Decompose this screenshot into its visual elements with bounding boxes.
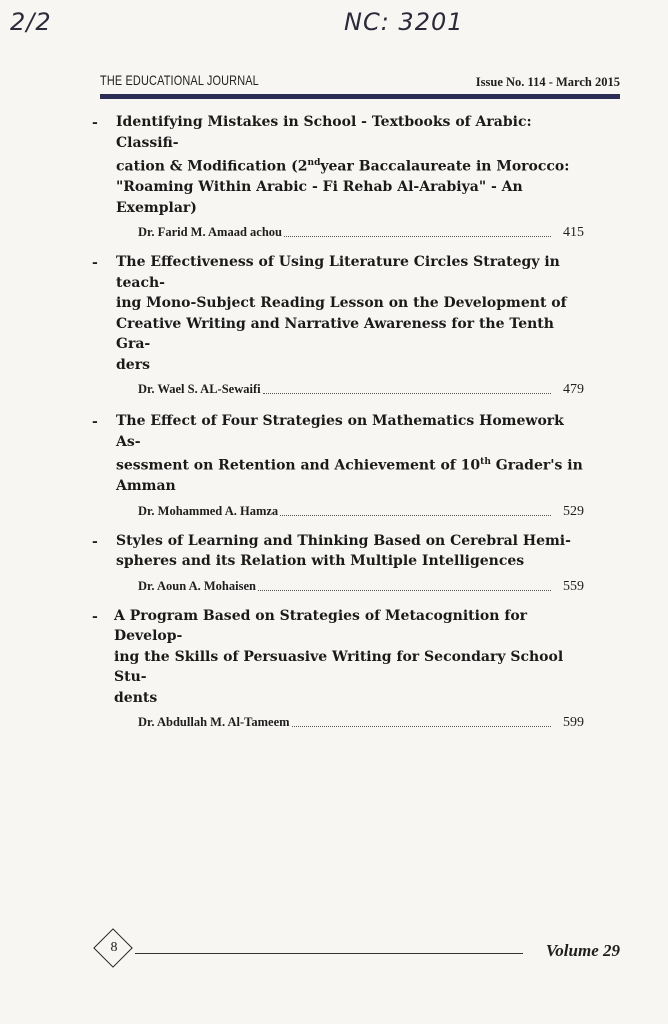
- entry-page-number: 559: [563, 578, 584, 594]
- entry-title: [116, 252, 592, 375]
- entry-page-number: 479: [563, 382, 584, 398]
- entry-bullet: -: [92, 414, 98, 431]
- entry-bullet: -: [92, 255, 98, 272]
- entry-title-line: ders: [116, 356, 150, 373]
- handwritten-mark-left: 2/2: [10, 8, 52, 36]
- entry-title-line: A Program Based on Strategies of Metacognition for Develop-: [114, 607, 528, 645]
- entry-bullet: -: [92, 608, 98, 625]
- entry-page-number: 529: [563, 503, 584, 519]
- page-number: 8: [110, 940, 118, 955]
- dot-leader: [263, 392, 551, 394]
- dot-leader: [292, 725, 551, 727]
- page-footer: [95, 928, 620, 972]
- entry-title-line: The Effect of Four Strategies on Mathematics Homework As-: [116, 413, 564, 450]
- entry-title: [116, 411, 592, 497]
- entry-page-number: 415: [563, 225, 584, 241]
- toc-entry[interactable]: [92, 411, 592, 519]
- entry-title-line: Creative Writing and Narrative Awareness for the Tenth Gra-: [116, 315, 554, 353]
- entry-bullet: -: [92, 533, 98, 550]
- entry-title-line: Identifying Mistakes in School - Textbooks of Arabic: Classifi-: [116, 114, 532, 151]
- entry-author: Dr. Aoun A. Mohaisen: [138, 578, 256, 593]
- entry-title-line: cation & Modification (2ndyear Baccalaureate in Morocco:: [116, 158, 570, 175]
- header-rule: [100, 94, 620, 99]
- author-row: [138, 501, 584, 519]
- author-row: [138, 379, 584, 397]
- issue-info: Issue No. 114 - March 2015: [475, 75, 620, 89]
- entry-title-line: Amman: [116, 478, 176, 495]
- toc-entry[interactable]: [92, 112, 592, 240]
- entry-title-line: spheres and its Relation with Multiple Intelligences: [116, 553, 525, 570]
- entry-title-line: "Roaming Within Arabic - Fi Rehab Al-Arabiya" - An Exemplar): [116, 179, 523, 216]
- dot-leader: [280, 514, 551, 516]
- author-row: [138, 222, 584, 240]
- entry-title: [116, 531, 592, 572]
- journal-title: THE EDUCATIONAL JOURNAL: [100, 72, 259, 88]
- dot-leader: [284, 235, 551, 237]
- handwritten-mark-top: NC: 3201: [344, 8, 464, 36]
- entry-author: Dr. Mohammed A. Hamza: [138, 503, 279, 518]
- entry-title-line: The Effectiveness of Using Literature Circles Strategy in teach-: [116, 254, 560, 291]
- entry-title-line: sessment on Retention and Achievement of 10th Grader's in: [116, 457, 583, 474]
- entry-author: Dr. Wael S. AL-Sewaifi: [138, 382, 261, 397]
- entry-author: Dr. Farid M. Amaad achou: [138, 225, 282, 240]
- toc-entry[interactable]: [92, 252, 592, 397]
- toc-entry[interactable]: [92, 531, 592, 594]
- entry-title: [114, 606, 592, 709]
- toc-entry[interactable]: [92, 606, 592, 731]
- entry-title-line: dents: [114, 689, 158, 706]
- entry-title: [116, 112, 592, 218]
- entry-title-line: Styles of Learning and Thinking Based on Cerebral Hemi-: [116, 532, 571, 549]
- entry-bullet: -: [92, 115, 98, 131]
- entry-title-line: ing Mono-Subject Reading Lesson on the Development of: [116, 295, 567, 312]
- author-row: [138, 576, 584, 594]
- footer-rule: [135, 953, 523, 954]
- entry-author: Dr. Abdullah M. Al-Tameem: [138, 715, 290, 730]
- volume-label: Volume 29: [545, 941, 620, 960]
- entry-title-line: ing the Skills of Persuasive Writing for Secondary School Stu-: [114, 648, 564, 686]
- author-row: [138, 712, 584, 730]
- entry-page-number: 599: [563, 715, 584, 731]
- dot-leader: [258, 589, 551, 591]
- table-of-contents: [92, 112, 592, 730]
